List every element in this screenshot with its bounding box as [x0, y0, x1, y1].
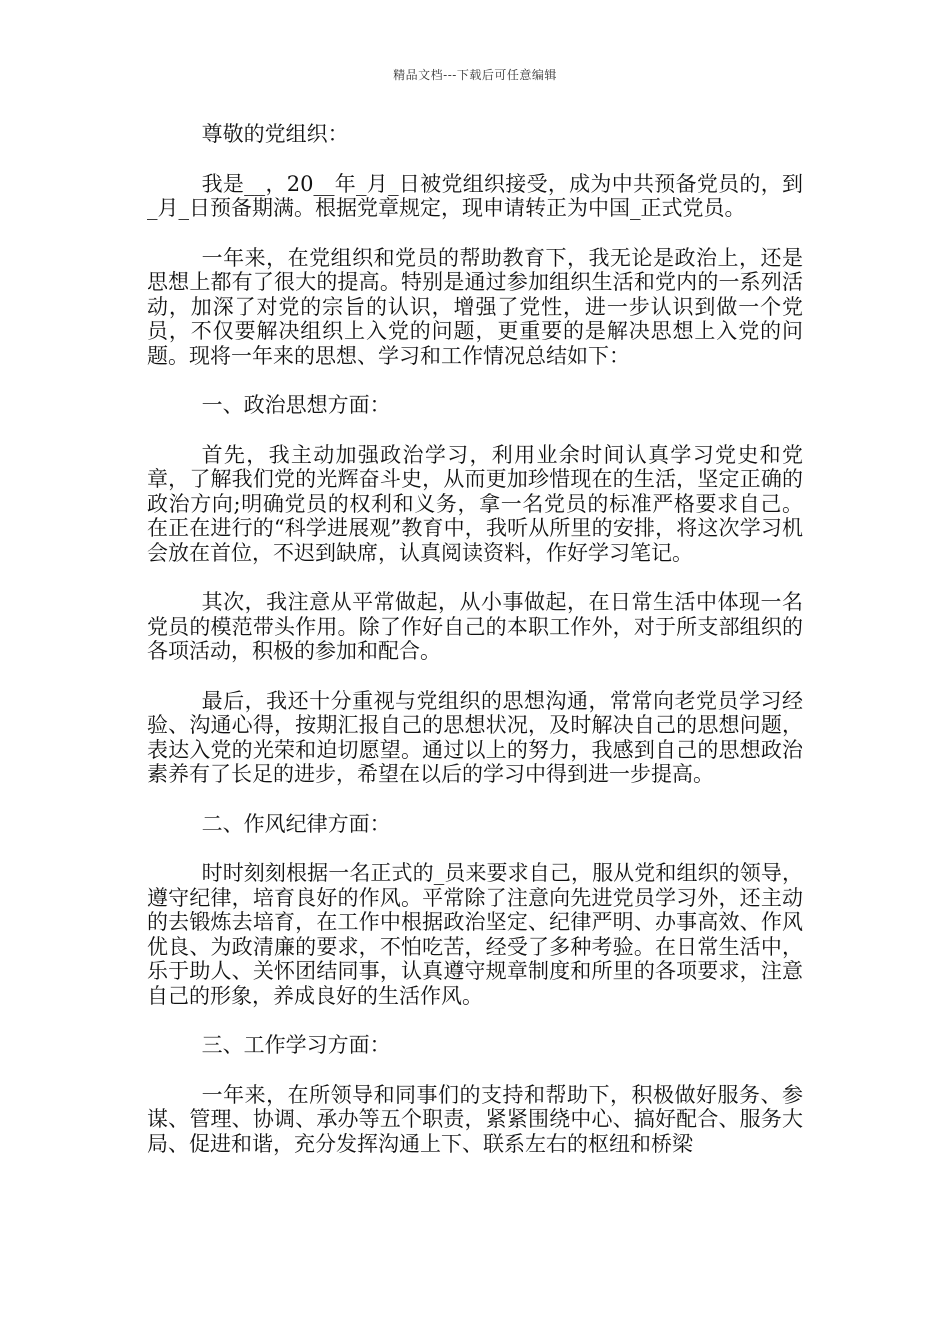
paragraph-political-last: 最后，我还十分重视与党组织的思想沟通，常常向老党员学习经验、沟通心得，按期汇报自己的思想状况，及时解决自己的思想问题，表达入党的光荣和迫切愿望。通过以上的努力，我感到自己的思想政治素养有了长足的进步，希望在以后的学习中得到进一步提高。	[147, 688, 803, 786]
salutation: 尊敬的党组织：	[201, 122, 349, 146]
paragraph-work-study: 一年来，在所领导和同事们的支持和帮助下，积极做好服务、参谋、管理、协调、承办等五个职责，紧紧围绕中心、搞好配合、服务大局、促进和谐，充分发挥沟通上下、联系左右的枢纽和桥梁	[147, 1082, 803, 1156]
section-heading-discipline: 二、作风纪律方面：	[201, 811, 391, 836]
paragraph-political-second: 其次，我注意从平常做起，从小事做起，在日常生活中体现一名党员的模范带头作用。除了作好自己的本职工作外，对于所支部组织的各项活动，积极的参加和配合。	[147, 590, 803, 663]
section-heading-work-study: 三、工作学习方面：	[201, 1033, 391, 1057]
paragraph-political-first: 首先，我主动加强政治学习，利用业余时间认真学习党史和党章，了解我们党的光辉奋斗史，从而更加珍惜现在的生活，坚定正确的政治方向;明确党员的权利和义务，拿一名党员的标准严格要求自己。在正在进行的“科学进展观”教育中，我听从所里的安排，将这次学习机会放在首位，不迟到缺席，认真阅读资料，作好学习笔记。	[147, 442, 803, 565]
section-heading-political: 一、政治思想方面：	[201, 393, 391, 417]
page-header: 精品文档---下载后可任意编辑	[393, 68, 557, 82]
paragraph-discipline: 时时刻刻根据一名正式的_员来要求自己，服从党和组织的领导，遵守纪律，培育良好的作风。平常除了注意向先进党员学习外，还主动的去锻炼去培育，在工作中根据政治坚定、纪律严明、办事高效、作风优良、为政清廉的要求，不怕吃苦，经受了多种考验。在日常生活中，乐于助人、关怀团结同事，认真遵守规章制度和所里的各项要求，注意自己的形象，养成良好的生活作风。	[147, 861, 803, 1008]
paragraph-overview: 一年来，在党组织和党员的帮助教育下，我无论是政治上，还是思想上都有了很大的提高。特别是通过参加组织生活和党内的一系列活动，加深了对党的宗旨的认识，增强了党性，进一步认识到做一个党员，不仅要解决组织上入党的问题，更重要的是解决思想上入党的问题。现将一年来的思想、学习和工作情况总结如下：	[147, 245, 803, 368]
document-body	[147, 122, 803, 1181]
paragraph-intro: 我是__，20__年_月_日被党组织接受，成为中共预备党员的，到_月_日预备期满。根据党章规定，现申请转正为中国_正式党员。	[147, 171, 803, 220]
